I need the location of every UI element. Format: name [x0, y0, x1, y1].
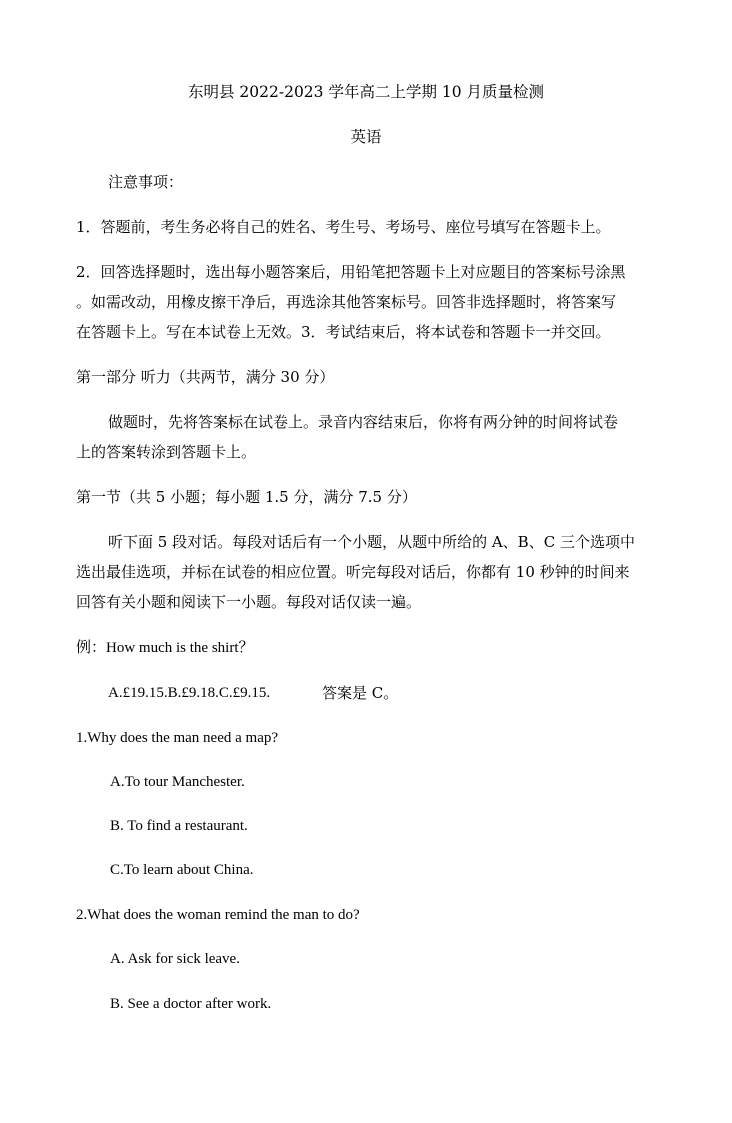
- example-question: 例：How much is the shirt？: [76, 640, 254, 656]
- question-1-option-a: A.To tour Manchester.: [110, 774, 245, 790]
- notice-item-2-line-2: 。如需改动，用橡皮擦干净后，再选涂其他答案标号。回答非选择题时，将答案写: [76, 293, 617, 311]
- section1-instruction-line-2: 选出最佳选项，并标在试卷的相应位置。听完每段对话后，你都有 10 秒钟的时间来: [76, 563, 630, 581]
- section1-instruction-line-1: 听下面 5 段对话。每段对话后有一个小题，从题中所给的 A、B、C 三个选项中: [108, 533, 635, 551]
- question-1-option-c: C.To learn about China.: [110, 862, 254, 878]
- notice-item-2-line-3: 在答题卡上。写在本试卷上无效。3．考试结束后，将本试卷和答题卡一并交回。: [76, 323, 611, 341]
- part1-instruction-line-1: 做题时，先将答案标在试卷上。录音内容结束后，你将有两分钟的时间将试卷: [108, 413, 619, 431]
- section1-instruction-line-3: 回答有关小题和阅读下一小题。每段对话仅读一遍。: [76, 593, 422, 611]
- part1-heading: 第一部分 听力（共两节，满分 30 分）: [76, 368, 335, 386]
- notice-item-2-line-1: 2．回答选择题时，选出每小题答案后，用铅笔把答题卡上对应题目的答案标号涂黑: [76, 263, 626, 281]
- part1-instruction-line-2: 上的答案转涂到答题卡上。: [76, 443, 257, 461]
- question-2-stem: 2.What does the woman remind the man to do?: [76, 907, 360, 923]
- notice-heading: 注意事项：: [108, 173, 184, 191]
- subject-title: 英语: [350, 128, 382, 146]
- section1-heading: 第一节（共 5 小题；每小题 1.5 分，满分 7.5 分）: [76, 488, 417, 506]
- notice-item-1: 1．答题前，考生务必将自己的姓名、考生号、考场号、座位号填写在答题卡上。: [76, 218, 611, 236]
- question-2-option-b: B. See a doctor after work.: [110, 996, 272, 1012]
- example-answer: 答案是 C。: [322, 684, 399, 702]
- question-1-stem: 1.Why does the man need a map?: [76, 730, 279, 746]
- example-options: A.£19.15.B.£9.18.C.£9.15.: [108, 685, 271, 701]
- exam-title: 东明县 2022-2023 学年高二上学期 10 月质量检测: [187, 83, 545, 101]
- question-1-option-b: B. To find a restaurant.: [110, 818, 248, 834]
- question-2-option-a: A. Ask for sick leave.: [110, 951, 240, 967]
